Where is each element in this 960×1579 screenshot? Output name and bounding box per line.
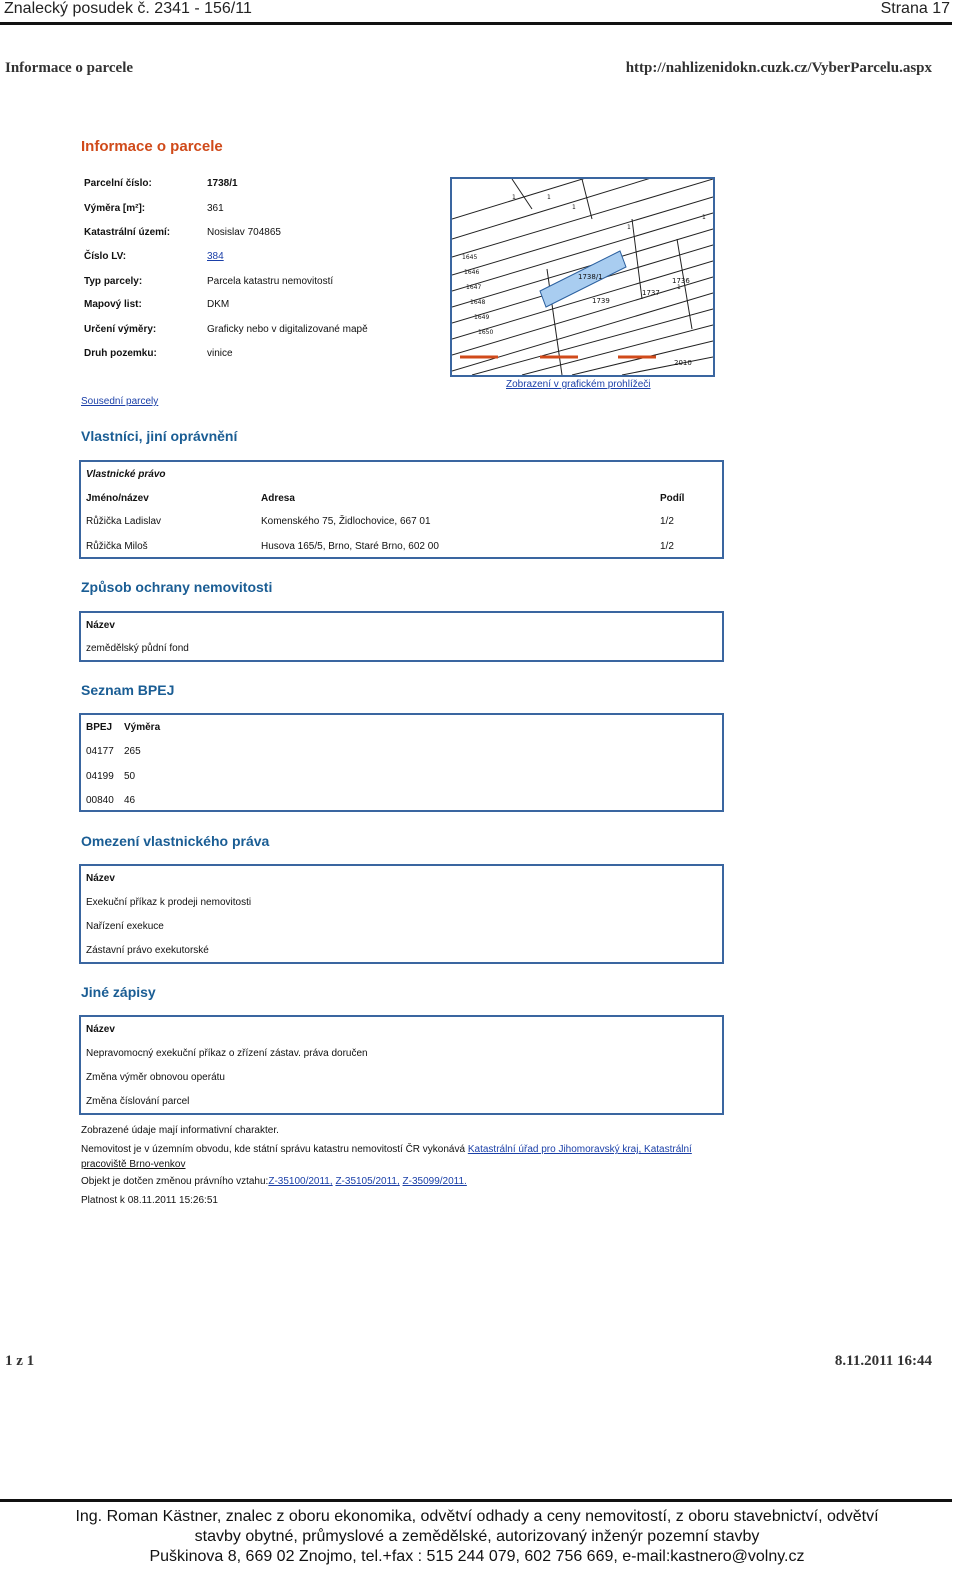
other-row-2: Změna výměr obnovou operátu bbox=[86, 1072, 225, 1083]
map-scale-label: 2010 bbox=[674, 359, 692, 367]
svg-text:1: 1 bbox=[547, 194, 551, 201]
document-page-number: Strana 17 bbox=[880, 0, 950, 17]
change-link-2[interactable]: Z-35105/2011, bbox=[335, 1176, 400, 1187]
owners-col-address: Adresa bbox=[261, 493, 295, 504]
parcel-type-label: Typ parcely: bbox=[84, 276, 143, 287]
svg-text:1: 1 bbox=[512, 194, 516, 201]
validity-note: Platnost k 08.11.2011 15:26:51 bbox=[81, 1195, 218, 1206]
bpej-row-1-code: 04177 bbox=[86, 746, 114, 757]
footer-line-1: Ing. Roman Kästner, znalec z oboru ekonomika, odvětví odhady a ceny nemovitostí, z oboru stavebnictví, odvětví bbox=[75, 1508, 879, 1525]
office-note-text: Nemovitost je v územním obvodu, kde státní správu katastru nemovitostí ČR vykonává bbox=[81, 1144, 466, 1155]
neighbor-parcels-link[interactable]: Sousední parcely bbox=[81, 396, 159, 407]
header-divider bbox=[0, 22, 952, 25]
owner-1-share: 1/2 bbox=[660, 516, 674, 527]
svg-text:1: 1 bbox=[627, 224, 631, 231]
print-datetime: 8.11.2011 16:44 bbox=[834, 1353, 932, 1369]
map-sheet-label: Mapový list: bbox=[84, 299, 142, 310]
svg-text:1646: 1646 bbox=[464, 269, 480, 276]
protection-row-1: zemědělský půdní fond bbox=[86, 643, 189, 654]
office-note bbox=[81, 1144, 692, 1155]
svg-text:1: 1 bbox=[702, 214, 706, 221]
lv-number-link[interactable]: 384 bbox=[207, 251, 224, 262]
owners-box bbox=[79, 460, 724, 559]
map-label-2: 1737 bbox=[642, 289, 660, 297]
bpej-row-2-area: 50 bbox=[124, 771, 136, 782]
owners-col-name: Jméno/název bbox=[86, 493, 149, 504]
land-type-value: vinice bbox=[207, 348, 233, 359]
bpej-heading: Seznam BPEJ bbox=[81, 682, 175, 698]
svg-text:1649: 1649 bbox=[474, 314, 490, 321]
cadastral-map[interactable] bbox=[450, 177, 715, 377]
other-records-box bbox=[79, 1015, 724, 1115]
other-row-1: Nepravomocný exekuční příkaz o zřízení zástav. práva doručen bbox=[86, 1048, 368, 1059]
parcel-number-value: 1738/1 bbox=[207, 178, 238, 189]
office-link-continued[interactable]: pracoviště Brno-venkov bbox=[81, 1159, 186, 1170]
info-note: Zobrazené údaje mají informativní charakter. bbox=[81, 1125, 279, 1136]
footer-divider bbox=[0, 1499, 952, 1502]
protection-heading: Způsob ochrany nemovitosti bbox=[81, 579, 273, 595]
cadastral-area-label: Katastrální území: bbox=[84, 227, 171, 238]
owner-1-name: Růžička Ladislav bbox=[86, 516, 162, 527]
parcel-type-value: Parcela katastru nemovitostí bbox=[207, 276, 334, 287]
restrictions-col-name: Název bbox=[86, 873, 115, 884]
owner-2-address: Husova 165/5, Brno, Staré Brno, 602 00 bbox=[261, 541, 439, 552]
protection-col-name: Název bbox=[86, 620, 115, 631]
protection-box bbox=[79, 611, 724, 662]
change-note-text: Objekt je dotčen změnou právního vztahu: bbox=[81, 1176, 269, 1187]
map-label-3: 1736 bbox=[672, 277, 690, 285]
parcel-number-label: Parcelní číslo: bbox=[84, 178, 152, 189]
svg-text:1647: 1647 bbox=[466, 284, 482, 291]
owners-col-share: Podíl bbox=[660, 493, 685, 504]
print-page-count: 1 z 1 bbox=[5, 1353, 35, 1369]
svg-text:1648: 1648 bbox=[470, 299, 486, 306]
area-label: Výměra [m²]: bbox=[84, 203, 146, 214]
map-sheet-value: DKM bbox=[207, 299, 230, 310]
restriction-row-3: Zástavní právo exekutorské bbox=[86, 945, 209, 956]
office-link[interactable]: Katastrální úřad pro Jihomoravský kraj, Katastrální bbox=[467, 1144, 692, 1155]
area-determination-value: Graficky nebo v digitalizované mapě bbox=[207, 324, 368, 335]
svg-text:1645: 1645 bbox=[462, 254, 478, 261]
bpej-col-area: Výměra bbox=[124, 722, 161, 733]
bpej-row-3-code: 00840 bbox=[86, 795, 114, 806]
print-page-url: http://nahlizenidokn.cuzk.cz/VyberParcelu.aspx bbox=[625, 60, 932, 76]
footer-line-3: Puškinova 8, 669 02 Znojmo, tel.+fax : 515 244 079, 602 756 669, e-mail:kastnero@volny.cz bbox=[149, 1548, 805, 1565]
map-label-parcel: 1738/1 bbox=[578, 273, 603, 281]
svg-text:1: 1 bbox=[572, 204, 576, 211]
change-link-1[interactable]: Z-35100/2011, bbox=[268, 1176, 333, 1187]
restrictions-heading: Omezení vlastnického práva bbox=[81, 833, 270, 849]
owner-1-address: Komenského 75, Židlochovice, 667 01 bbox=[261, 516, 431, 527]
other-records-heading: Jiné zápisy bbox=[81, 984, 156, 1000]
map-label-1: 1739 bbox=[592, 297, 610, 305]
bpej-row-3-area: 46 bbox=[124, 795, 136, 806]
owners-heading: Vlastníci, jiní oprávnění bbox=[81, 428, 238, 444]
change-link-3[interactable]: Z-35099/2011. bbox=[402, 1176, 467, 1187]
svg-text:1650: 1650 bbox=[478, 329, 494, 336]
bpej-box bbox=[79, 713, 724, 812]
footer-line-2: stavby obytné, průmyslové a zemědělské, autorizovaný inženýr pozemní stavby bbox=[194, 1528, 760, 1545]
lv-number-label: Číslo LV: bbox=[84, 251, 127, 262]
restriction-row-1: Exekuční příkaz k prodeji nemovitosti bbox=[86, 897, 252, 908]
owners-box-title: Vlastnické právo bbox=[86, 469, 166, 480]
land-type-label: Druh pozemku: bbox=[84, 348, 157, 359]
print-page-title: Informace o parcele bbox=[5, 60, 134, 76]
cadastral-area-value: Nosislav 704865 bbox=[207, 227, 281, 238]
owner-2-name: Růžička Miloš bbox=[86, 541, 148, 552]
parcel-attributes bbox=[84, 178, 444, 368]
map-viewer-link[interactable]: Zobrazení v grafickém prohlížeči bbox=[506, 379, 651, 390]
restrictions-box bbox=[79, 864, 724, 964]
svg-text:1: 1 bbox=[677, 284, 681, 291]
area-value: 361 bbox=[207, 203, 224, 214]
owner-2-share: 1/2 bbox=[660, 541, 674, 552]
change-note bbox=[81, 1176, 467, 1187]
other-col-name: Název bbox=[86, 1024, 115, 1035]
bpej-row-2-code: 04199 bbox=[86, 771, 114, 782]
bpej-col-code: BPEJ bbox=[86, 722, 113, 733]
document-header-title: Znalecký posudek č. 2341 - 156/11 bbox=[4, 0, 252, 17]
other-row-3: Změna číslování parcel bbox=[86, 1096, 190, 1107]
bpej-row-1-area: 265 bbox=[124, 746, 141, 757]
area-determination-label: Určení výměry: bbox=[84, 324, 157, 335]
cadastral-map-drawing bbox=[452, 179, 713, 375]
restriction-row-2: Nařízení exekuce bbox=[86, 921, 164, 932]
parcel-info-heading: Informace o parcele bbox=[81, 138, 223, 155]
